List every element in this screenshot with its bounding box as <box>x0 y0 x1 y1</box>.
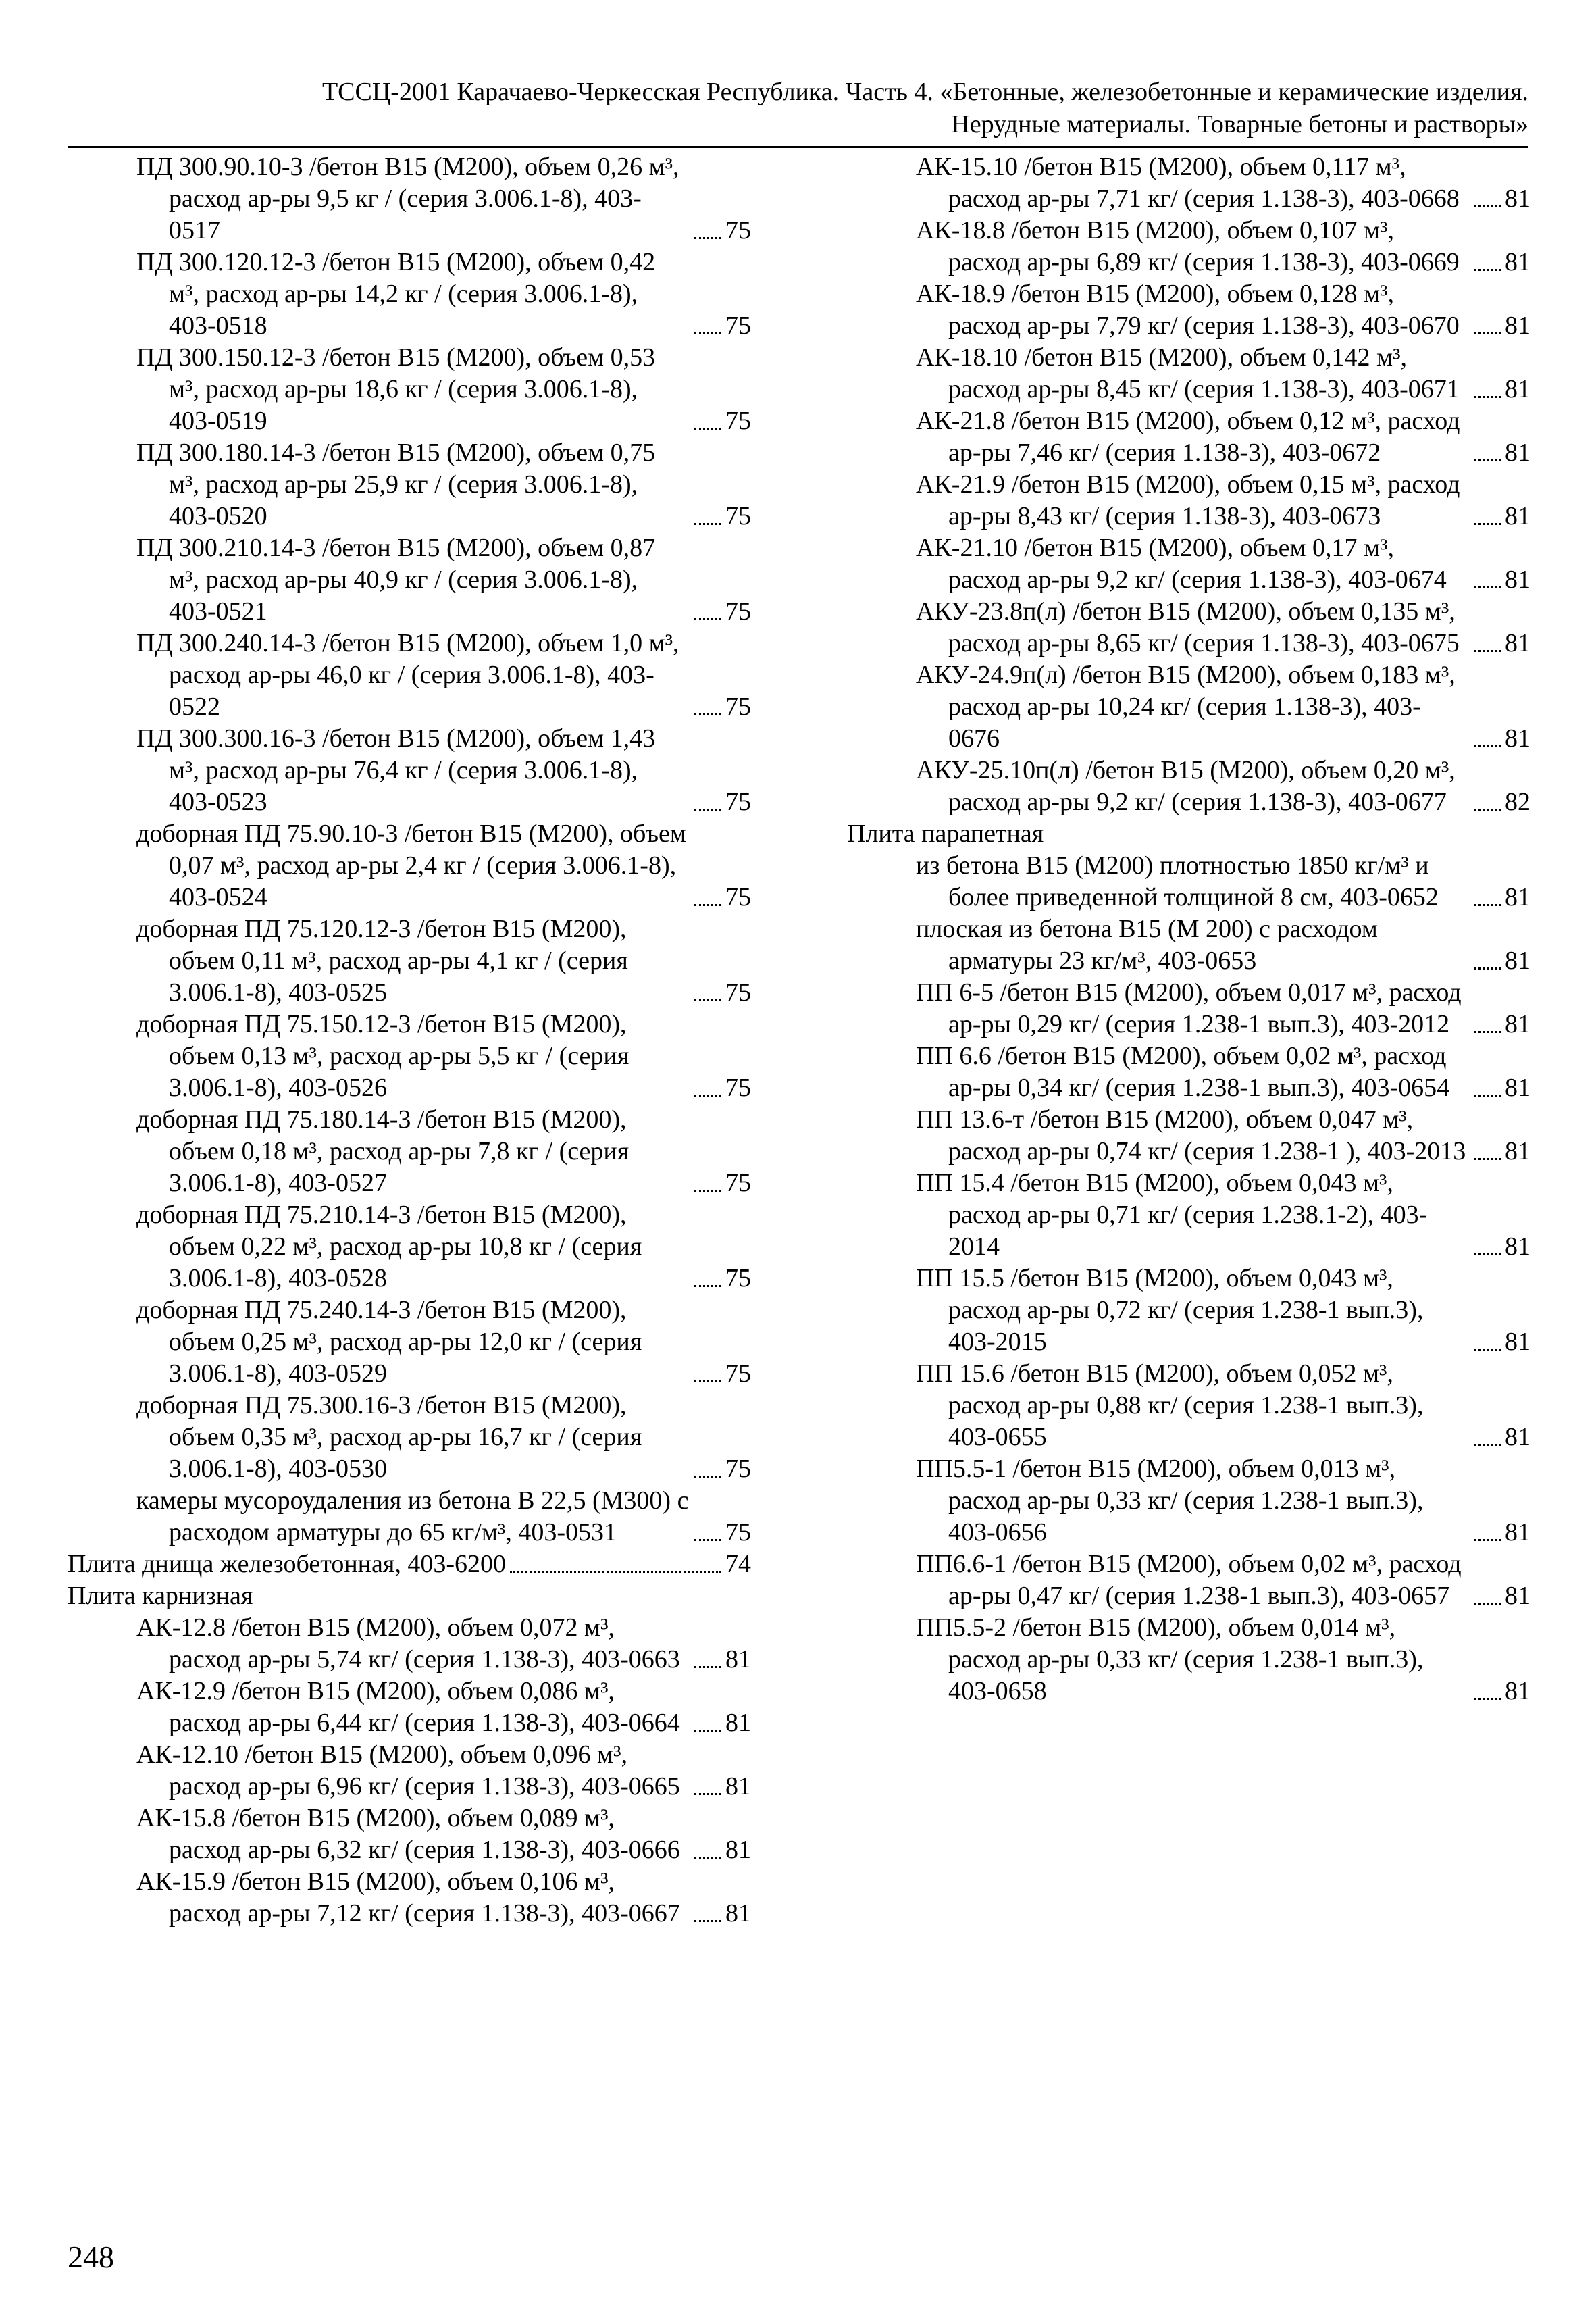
index-entry <box>68 1803 751 1866</box>
index-entry <box>68 1866 751 1930</box>
index-entry-text: АК-15.10 /бетон В15 (М200), объем 0,117 м³, расход ар-ры 7,71 кг/ (серия 1.138-3), 403-0668 <box>916 153 1460 213</box>
leader-dots <box>1474 269 1501 271</box>
index-entry-page: 81 <box>1505 375 1530 403</box>
index-entry-text: доборная ПД 75.120.12-3 /бетон В15 (М200), объем 0,11 м³, расход ар-ры 4,1 кг / (серия 3.006.1-8), 403-0525 <box>136 915 628 1007</box>
leader-dots <box>1474 809 1501 811</box>
index-entry <box>847 1263 1530 1358</box>
index-entry <box>847 1167 1530 1263</box>
index-entry-text: ПД 300.300.16-3 /бетон В15 (М200), объем 1,43 м³, расход ар-ры 76,4 кг / (серия 3.006.1-8), 403-0523 <box>136 724 656 816</box>
index-entry-text: АК-18.8 /бетон В15 (М200), объем 0,107 м³, расход ар-ры 6,89 кг/ (серия 1.138-3), 403-0669 <box>916 216 1460 276</box>
index-entry <box>68 437 751 532</box>
index-entry-page: 74 <box>725 1550 751 1578</box>
index-entry <box>68 818 751 913</box>
index-entry-page: 81 <box>725 1772 751 1801</box>
index-entry-text: ПП 15.4 /бетон В15 (М200), объем 0,043 м³, расход ар-ры 0,71 кг/ (серия 1.238.1-2), 403-2014 <box>916 1169 1428 1261</box>
index-entry-text: АК-21.10 /бетон В15 (М200), объем 0,17 м³, расход ар-ры 9,2 кг/ (серия 1.138-3), 403-0674 <box>916 534 1447 594</box>
index-entry <box>847 1358 1530 1453</box>
leader-dots <box>1474 205 1501 207</box>
index-entry-text: АК-15.8 /бетон В15 (М200), объем 0,089 м³, расход ар-ры 6,32 кг/ (серия 1.138-3), 403-0666 <box>136 1804 680 1864</box>
index-entry-page: 81 <box>1505 502 1530 530</box>
index-entry <box>847 469 1530 532</box>
index-entry <box>68 532 751 628</box>
index-entry <box>847 151 1530 215</box>
index-entry-text: ПД 300.150.12-3 /бетон В15 (М200), объем 0,53 м³, расход ар-ры 18,6 кг / (серия 3.006.1-8), 403-0519 <box>136 343 656 435</box>
leader-dots <box>694 904 721 906</box>
leader-dots <box>694 1793 721 1795</box>
index-entry <box>68 1390 751 1485</box>
page-number: 248 <box>68 2240 114 2274</box>
index-entry <box>68 913 751 1009</box>
index-entry <box>68 628 751 723</box>
index-entry-page: 82 <box>1505 788 1530 816</box>
leader-dots <box>1474 459 1501 461</box>
leader-dots <box>1474 1603 1501 1605</box>
leader-dots <box>694 1857 721 1859</box>
index-entry <box>847 278 1530 342</box>
leader-dots <box>1474 745 1501 747</box>
index-entry-text: ПД 300.180.14-3 /бетон В15 (М200), объем 0,75 м³, расход ар-ры 25,9 кг / (серия 3.006.1-8), 403-0520 <box>136 438 656 530</box>
index-entry-page: 81 <box>725 1709 751 1737</box>
index-entry-page: 81 <box>1505 1137 1530 1165</box>
index-entry-page: 75 <box>725 693 751 721</box>
index-entry-page: 81 <box>1505 184 1530 213</box>
index-entry-text: АК-18.10 /бетон В15 (М200), объем 0,142 м³, расход ар-ры 8,45 кг/ (серия 1.138-3), 403-0671 <box>916 343 1460 403</box>
index-entry-page: 81 <box>1505 1582 1530 1610</box>
leader-dots <box>694 618 721 620</box>
index-entry-text: ПП 15.6 /бетон В15 (М200), объем 0,052 м³, расход ар-ры 0,88 кг/ (серия 1.238-1 вып.3), 403-0655 <box>916 1359 1424 1451</box>
index-entry <box>847 1040 1530 1104</box>
leader-dots <box>1474 1253 1501 1255</box>
index-entry-page: 81 <box>725 1899 751 1928</box>
index-entry-page: 75 <box>725 1455 751 1483</box>
leader-dots <box>1474 1349 1501 1351</box>
index-entry-page: 81 <box>1505 1423 1530 1451</box>
leader-dots <box>1474 1539 1501 1541</box>
index-entry-text: камеры мусороудаления из бетона В 22,5 (М300) с расходом арматуры до 65 кг/м³, 403-0531 <box>136 1486 689 1546</box>
index-entry-page: 75 <box>725 1264 751 1292</box>
index-entry <box>68 342 751 437</box>
index-entry-text: доборная ПД 75.180.14-3 /бетон В15 (М200), объем 0,18 м³, расход ар-ры 7,8 кг / (серия 3.006.1-8), 403-0527 <box>136 1105 629 1197</box>
leader-dots <box>694 999 721 1001</box>
index-entry <box>847 532 1530 596</box>
leader-dots <box>1474 1444 1501 1446</box>
running-header <box>68 76 1528 141</box>
leader-dots <box>1474 523 1501 525</box>
running-header-line-1: ТССЦ-2001 Карачаево-Черкесская Республика. Часть 4. «Бетонные, железобетонные и керамические изделия. <box>321 78 1528 106</box>
index-entry-text: ПП 13.6-т /бетон В15 (М200), объем 0,047 м³, расход ар-ры 0,74 кг/ (серия 1.238-1 ), 403-2013 <box>916 1105 1466 1165</box>
leader-dots <box>510 1571 721 1573</box>
index-entry-text: ПП 15.5 /бетон В15 (М200), объем 0,043 м³, расход ар-ры 0,72 кг/ (серия 1.238-1 вып.3), 403-2015 <box>916 1264 1424 1356</box>
index-entry <box>68 1612 751 1676</box>
index-entry-page: 81 <box>1505 565 1530 594</box>
index-entry-text: АК-15.9 /бетон В15 (М200), объем 0,106 м³, расход ар-ры 7,12 кг/ (серия 1.138-3), 403-0667 <box>136 1867 680 1928</box>
leader-dots <box>1474 1698 1501 1700</box>
index-entry <box>68 1580 751 1612</box>
index-entry-page: 81 <box>1505 1518 1530 1546</box>
leader-dots <box>1474 396 1501 398</box>
index-entry-page: 75 <box>725 883 751 911</box>
index-entry-text: АК-18.9 /бетон В15 (М200), объем 0,128 м³, расход ар-ры 7,79 кг/ (серия 1.138-3), 403-0670 <box>916 280 1460 340</box>
header-rule <box>68 146 1528 148</box>
index-entry-page: 75 <box>725 407 751 435</box>
index-entry <box>847 850 1530 913</box>
index-entry <box>68 1739 751 1803</box>
index-entry-text: АК-12.10 /бетон В15 (М200), объем 0,096 м³, расход ар-ры 6,96 кг/ (серия 1.138-3), 403-0665 <box>136 1740 680 1801</box>
index-entry-text: доборная ПД 75.240.14-3 /бетон В15 (М200), объем 0,25 м³, расход ар-ры 12,0 кг / (серия 3.006.1-8), 403-0529 <box>136 1296 642 1388</box>
index-entry-text: АК-21.9 /бетон В15 (М200), объем 0,15 м³, расход ар-ры 8,43 кг/ (серия 1.138-3), 403-0673 <box>916 470 1460 530</box>
index-entry-page: 75 <box>725 311 751 340</box>
leader-dots <box>694 523 721 525</box>
leader-dots <box>1474 967 1501 970</box>
index-entry <box>68 1009 751 1104</box>
leader-dots <box>694 237 721 239</box>
index-entry-page: 75 <box>725 1074 751 1102</box>
index-entry-page: 81 <box>1505 1677 1530 1705</box>
index-entry <box>68 723 751 818</box>
leader-dots <box>1474 1031 1501 1033</box>
index-entry-page: 81 <box>1505 248 1530 276</box>
leader-dots <box>694 809 721 811</box>
index-entry <box>847 342 1530 405</box>
index-entry <box>68 151 751 247</box>
index-entry <box>847 1104 1530 1167</box>
leader-dots <box>694 1666 721 1668</box>
leader-dots <box>694 1730 721 1732</box>
index-entry <box>847 596 1530 659</box>
index-entry-page: 81 <box>1505 311 1530 340</box>
index-entry-text: ПД 300.120.12-3 /бетон В15 (М200), объем 0,42 м³, расход ар-ры 14,2 кг / (серия 3.006.1-8), 403-0518 <box>136 248 656 340</box>
index-entry <box>847 405 1530 469</box>
index-entry <box>847 818 1530 850</box>
index-entry-page: 81 <box>1505 1232 1530 1261</box>
index-entry-page: 81 <box>1505 883 1530 911</box>
index-entry-page: 81 <box>1505 947 1530 975</box>
index-entry-page: 75 <box>725 597 751 626</box>
index-entry <box>68 247 751 342</box>
leader-dots <box>694 1095 721 1097</box>
index-entry <box>68 1104 751 1199</box>
index-entry-text: ПП 6-5 /бетон В15 (М200), объем 0,017 м³, расход ар-ры 0,29 кг/ (серия 1.238-1 вып.3), 403-2012 <box>916 978 1462 1038</box>
index-entry <box>68 1199 751 1294</box>
index-entry-page: 75 <box>725 1359 751 1388</box>
index-entry-page: 81 <box>1505 1010 1530 1038</box>
running-header-line-2: Нерудные материалы. Товарные бетоны и растворы» <box>951 110 1528 139</box>
index-entry <box>68 1549 751 1580</box>
index-entry-text: ПП6.6-1 /бетон В15 (М200), объем 0,02 м³, расход ар-ры 0,47 кг/ (серия 1.238-1 вып.3), 403-0657 <box>916 1550 1462 1610</box>
index-entry-page: 81 <box>1505 1328 1530 1356</box>
index-entry-page: 75 <box>725 978 751 1007</box>
index-entry-text: ПП5.5-2 /бетон В15 (М200), объем 0,014 м³, расход ар-ры 0,33 кг/ (серия 1.238-1 вып.3), 403-0658 <box>916 1613 1424 1705</box>
index-entry-text: доборная ПД 75.300.16-3 /бетон В15 (М200), объем 0,35 м³, расход ар-ры 16,7 кг / (серия 3.006.1-8), 403-0530 <box>136 1391 642 1483</box>
index-entry-page: 81 <box>1505 724 1530 753</box>
index-entry-text: Плита днища железобетонная, 403-6200 <box>68 1550 506 1578</box>
leader-dots <box>1474 904 1501 906</box>
leader-dots <box>694 1920 721 1922</box>
index-entry-page: 75 <box>725 1169 751 1197</box>
index-entry-text: АК-21.8 /бетон В15 (М200), объем 0,12 м³, расход ар-ры 7,46 кг/ (серия 1.138-3), 403-0672 <box>916 407 1460 467</box>
index-entry <box>847 659 1530 755</box>
index-entry-text: плоская из бетона В15 (М 200) с расходом арматуры 23 кг/м³, 403-0653 <box>916 915 1378 975</box>
leader-dots <box>694 332 721 334</box>
index-entry-text: доборная ПД 75.90.10-3 /бетон В15 (М200), объем 0,07 м³, расход ар-ры 2,4 кг / (серия 3.006.1-8), 403-0524 <box>136 820 686 911</box>
index-entry-text: ПП5.5-1 /бетон В15 (М200), объем 0,013 м³, расход ар-ры 0,33 кг/ (серия 1.238-1 вып.3), 403-0656 <box>916 1455 1424 1546</box>
leader-dots <box>694 1190 721 1192</box>
index-entry-text: АК-12.8 /бетон В15 (М200), объем 0,072 м³, расход ар-ры 5,74 кг/ (серия 1.138-3), 403-0663 <box>136 1613 680 1674</box>
leader-dots <box>1474 586 1501 588</box>
index-entry-text: Плита карнизная <box>68 1582 253 1610</box>
index-entry <box>847 1549 1530 1612</box>
index-entry-text: доборная ПД 75.210.14-3 /бетон В15 (М200), объем 0,22 м³, расход ар-ры 10,8 кг / (серия 3.006.1-8), 403-0528 <box>136 1201 642 1292</box>
leader-dots <box>694 428 721 430</box>
index-entry <box>847 1612 1530 1707</box>
leader-dots <box>694 1476 721 1478</box>
index-entry-text: АКУ-24.9п(л) /бетон В15 (М200), объем 0,183 м³, расход ар-ры 10,24 кг/ (серия 1.138-3), 403-0676 <box>916 661 1456 753</box>
index-entry-text: ПД 300.90.10-3 /бетон В15 (М200), объем 0,26 м³, расход ар-ры 9,5 кг / (серия 3.006.1-8), 403-0517 <box>136 153 679 245</box>
index-entry-page: 81 <box>725 1836 751 1864</box>
index-entry-text: из бетона В15 (М200) плотностью 1850 кг/м³ и более приведенной толщиной 8 см, 403-0652 <box>916 851 1439 911</box>
index-entry <box>68 1676 751 1739</box>
index-entry <box>847 215 1530 278</box>
index-entry <box>847 755 1530 818</box>
index-entry-page: 81 <box>1505 1074 1530 1102</box>
index-entry <box>847 913 1530 977</box>
index-entry-page: 75 <box>725 502 751 530</box>
index-entry-page: 75 <box>725 216 751 245</box>
index-entry <box>847 977 1530 1040</box>
index-column-left <box>68 151 751 1930</box>
leader-dots <box>1474 650 1501 652</box>
index-entry-text: ПД 300.210.14-3 /бетон В15 (М200), объем 0,87 м³, расход ар-ры 40,9 кг / (серия 3.006.1-8), 403-0521 <box>136 534 656 626</box>
index-entry-text: АК-12.9 /бетон В15 (М200), объем 0,086 м³, расход ар-ры 6,44 кг/ (серия 1.138-3), 403-0664 <box>136 1677 680 1737</box>
index-entry-text: ПП 6.6 /бетон В15 (М200), объем 0,02 м³, расход ар-ры 0,34 кг/ (серия 1.238-1 вып.3), 403-0654 <box>916 1042 1450 1102</box>
leader-dots <box>694 1285 721 1287</box>
index-entry-text: Плита парапетная <box>847 820 1044 848</box>
index-entry-page: 81 <box>1505 629 1530 657</box>
index-entry <box>68 1485 751 1549</box>
index-column-right <box>847 151 1530 1707</box>
index-entry-page: 75 <box>725 1518 751 1546</box>
leader-dots <box>694 1539 721 1541</box>
index-entry <box>68 1294 751 1390</box>
index-entry-text: ПД 300.240.14-3 /бетон В15 (М200), объем 1,0 м³, расход ар-ры 46,0 кг / (серия 3.006.1-8), 403-0522 <box>136 629 679 721</box>
leader-dots <box>694 1380 721 1382</box>
leader-dots <box>1474 1158 1501 1160</box>
index-entry-page: 75 <box>725 788 751 816</box>
index-entry-text: АКУ-25.10п(л) /бетон В15 (М200), объем 0,20 м³, расход ар-ры 9,2 кг/ (серия 1.138-3), 403-0677 <box>916 756 1456 816</box>
index-entry-text: доборная ПД 75.150.12-3 /бетон В15 (М200), объем 0,13 м³, расход ар-ры 5,5 кг / (серия 3.006.1-8), 403-0526 <box>136 1010 629 1102</box>
index-entry-page: 81 <box>725 1645 751 1674</box>
leader-dots <box>1474 332 1501 334</box>
leader-dots <box>1474 1095 1501 1097</box>
index-entry-text: АКУ-23.8п(л) /бетон В15 (М200), объем 0,135 м³, расход ар-ры 8,65 кг/ (серия 1.138-3), 403-0675 <box>916 597 1460 657</box>
index-entry <box>847 1453 1530 1549</box>
index-entry-page: 81 <box>1505 438 1530 467</box>
leader-dots <box>694 713 721 715</box>
